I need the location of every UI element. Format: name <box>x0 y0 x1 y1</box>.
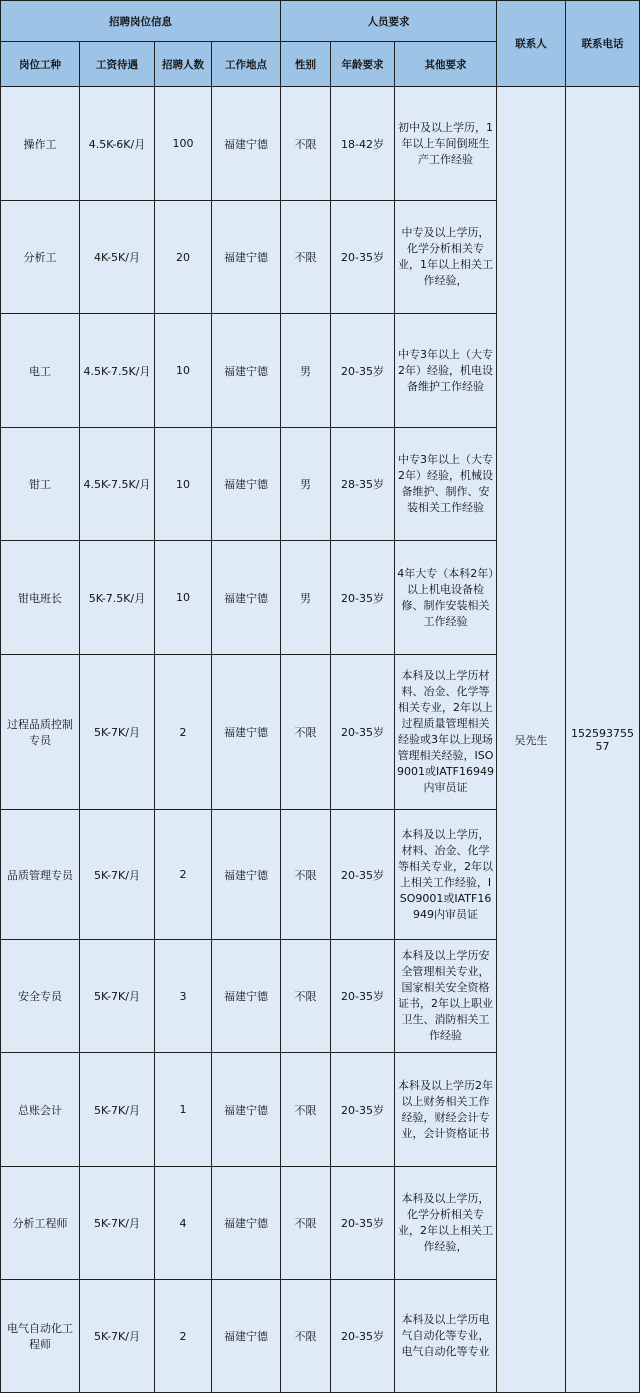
group-header-row <box>1 1 640 42</box>
cell-notes: 中专3年以上（大专2年）经验，机械设备维护、制作、安装相关工作经验 <box>395 428 497 541</box>
cell-job: 钳工 <box>1 428 80 541</box>
cell-gender: 男 <box>281 428 331 541</box>
cell-count: 2 <box>155 810 212 940</box>
cell-count: 10 <box>155 428 212 541</box>
cell-job: 电工 <box>1 314 80 428</box>
cell-salary: 4.5K-7.5K/月 <box>80 428 155 541</box>
cell-gender: 不限 <box>281 940 331 1053</box>
cell-gender: 不限 <box>281 1053 331 1167</box>
cell-job: 钳电班长 <box>1 541 80 655</box>
cell-notes: 本科及以上学历，化学分析相关专业，2年以上相关工作经验， <box>395 1167 497 1280</box>
cell-salary: 5K-7K/月 <box>80 1053 155 1167</box>
cell-notes: 中专3年以上（大专2年）经验，机电设备维护工作经验 <box>395 314 497 428</box>
cell-age: 20-35岁 <box>331 810 395 940</box>
cell-notes: 4年大专（本科2年）以上机电设备检修、制作安装相关工作经验 <box>395 541 497 655</box>
cell-job: 过程品质控制专员 <box>1 655 80 810</box>
cell-gender: 不限 <box>281 1167 331 1280</box>
cell-notes: 本科及以上学历电气自动化等专业，电气自动化等专业 <box>395 1280 497 1393</box>
cell-contact-person: 吴先生 <box>497 87 566 1393</box>
cell-salary: 5K-7K/月 <box>80 810 155 940</box>
cell-location: 福建宁德 <box>212 810 281 940</box>
col-header-gender: 性别 <box>281 42 331 87</box>
cell-location: 福建宁德 <box>212 1280 281 1393</box>
cell-job: 分析工 <box>1 201 80 314</box>
cell-count: 100 <box>155 87 212 201</box>
header-contact-phone: 联系电话 <box>566 1 640 87</box>
cell-age: 20-35岁 <box>331 655 395 810</box>
cell-age: 20-35岁 <box>331 1053 395 1167</box>
group-header-job-info: 招聘岗位信息 <box>1 1 281 42</box>
cell-job: 总账会计 <box>1 1053 80 1167</box>
cell-gender: 不限 <box>281 87 331 201</box>
col-header-notes: 其他要求 <box>395 42 497 87</box>
col-header-location: 工作地点 <box>212 42 281 87</box>
cell-contact-phone: 15259375557 <box>566 87 640 1393</box>
cell-age: 28-35岁 <box>331 428 395 541</box>
cell-gender: 男 <box>281 541 331 655</box>
col-header-count: 招聘人数 <box>155 42 212 87</box>
cell-age: 18-42岁 <box>331 87 395 201</box>
cell-age: 20-35岁 <box>331 1280 395 1393</box>
col-header-salary: 工资待遇 <box>80 42 155 87</box>
cell-salary: 4K-5K/月 <box>80 201 155 314</box>
cell-count: 1 <box>155 1053 212 1167</box>
group-header-requirements: 人员要求 <box>281 1 497 42</box>
cell-salary: 5K-7K/月 <box>80 1280 155 1393</box>
cell-location: 福建宁德 <box>212 655 281 810</box>
cell-job: 操作工 <box>1 87 80 201</box>
header-contact-person: 联系人 <box>497 1 566 87</box>
cell-job: 分析工程师 <box>1 1167 80 1280</box>
cell-notes: 本科及以上学历2年以上财务相关工作经验，财经会计专业，会计资格证书 <box>395 1053 497 1167</box>
cell-gender: 不限 <box>281 810 331 940</box>
cell-age: 20-35岁 <box>331 940 395 1053</box>
cell-location: 福建宁德 <box>212 314 281 428</box>
cell-location: 福建宁德 <box>212 428 281 541</box>
cell-notes: 中专及以上学历，化学分析相关专业，1年以上相关工作经验， <box>395 201 497 314</box>
cell-salary: 5K-7K/月 <box>80 1167 155 1280</box>
cell-job: 安全专员 <box>1 940 80 1053</box>
cell-location: 福建宁德 <box>212 87 281 201</box>
table-body <box>1 87 640 1393</box>
cell-location: 福建宁德 <box>212 1167 281 1280</box>
cell-salary: 4.5K-7.5K/月 <box>80 314 155 428</box>
cell-notes: 本科及以上学历安全管理相关专业，国家相关安全资格证书，2年以上职业卫生、消防相关工作经验 <box>395 940 497 1053</box>
cell-count: 20 <box>155 201 212 314</box>
cell-age: 20-35岁 <box>331 314 395 428</box>
cell-notes: 本科及以上学历材料、冶金、化学等相关专业，2年以上过程质量管理相关经验或3年以上现场管理相关经验，ISO9001或IATF16949内审员证 <box>395 655 497 810</box>
cell-count: 3 <box>155 940 212 1053</box>
cell-job: 电气自动化工程师 <box>1 1280 80 1393</box>
cell-count: 10 <box>155 314 212 428</box>
cell-notes: 本科及以上学历，材料、冶金、化学等相关专业，2年以上相关工作经验，ISO9001或IATF16949内审员证 <box>395 810 497 940</box>
cell-salary: 4.5K-6K/月 <box>80 87 155 201</box>
cell-salary: 5K-7.5K/月 <box>80 541 155 655</box>
cell-location: 福建宁德 <box>212 541 281 655</box>
cell-job: 品质管理专员 <box>1 810 80 940</box>
col-header-age: 年龄要求 <box>331 42 395 87</box>
cell-location: 福建宁德 <box>212 1053 281 1167</box>
cell-location: 福建宁德 <box>212 940 281 1053</box>
cell-age: 20-35岁 <box>331 201 395 314</box>
cell-count: 2 <box>155 1280 212 1393</box>
cell-gender: 不限 <box>281 655 331 810</box>
cell-age: 20-35岁 <box>331 1167 395 1280</box>
cell-gender: 男 <box>281 314 331 428</box>
cell-salary: 5K-7K/月 <box>80 655 155 810</box>
col-header-job: 岗位工种 <box>1 42 80 87</box>
cell-salary: 5K-7K/月 <box>80 940 155 1053</box>
table-row <box>1 87 640 201</box>
cell-count: 4 <box>155 1167 212 1280</box>
cell-gender: 不限 <box>281 1280 331 1393</box>
cell-age: 20-35岁 <box>331 541 395 655</box>
cell-count: 2 <box>155 655 212 810</box>
table-header <box>1 1 640 87</box>
cell-gender: 不限 <box>281 201 331 314</box>
cell-notes: 初中及以上学历，1年以上车间倒班生产工作经验 <box>395 87 497 201</box>
cell-location: 福建宁德 <box>212 201 281 314</box>
cell-count: 10 <box>155 541 212 655</box>
